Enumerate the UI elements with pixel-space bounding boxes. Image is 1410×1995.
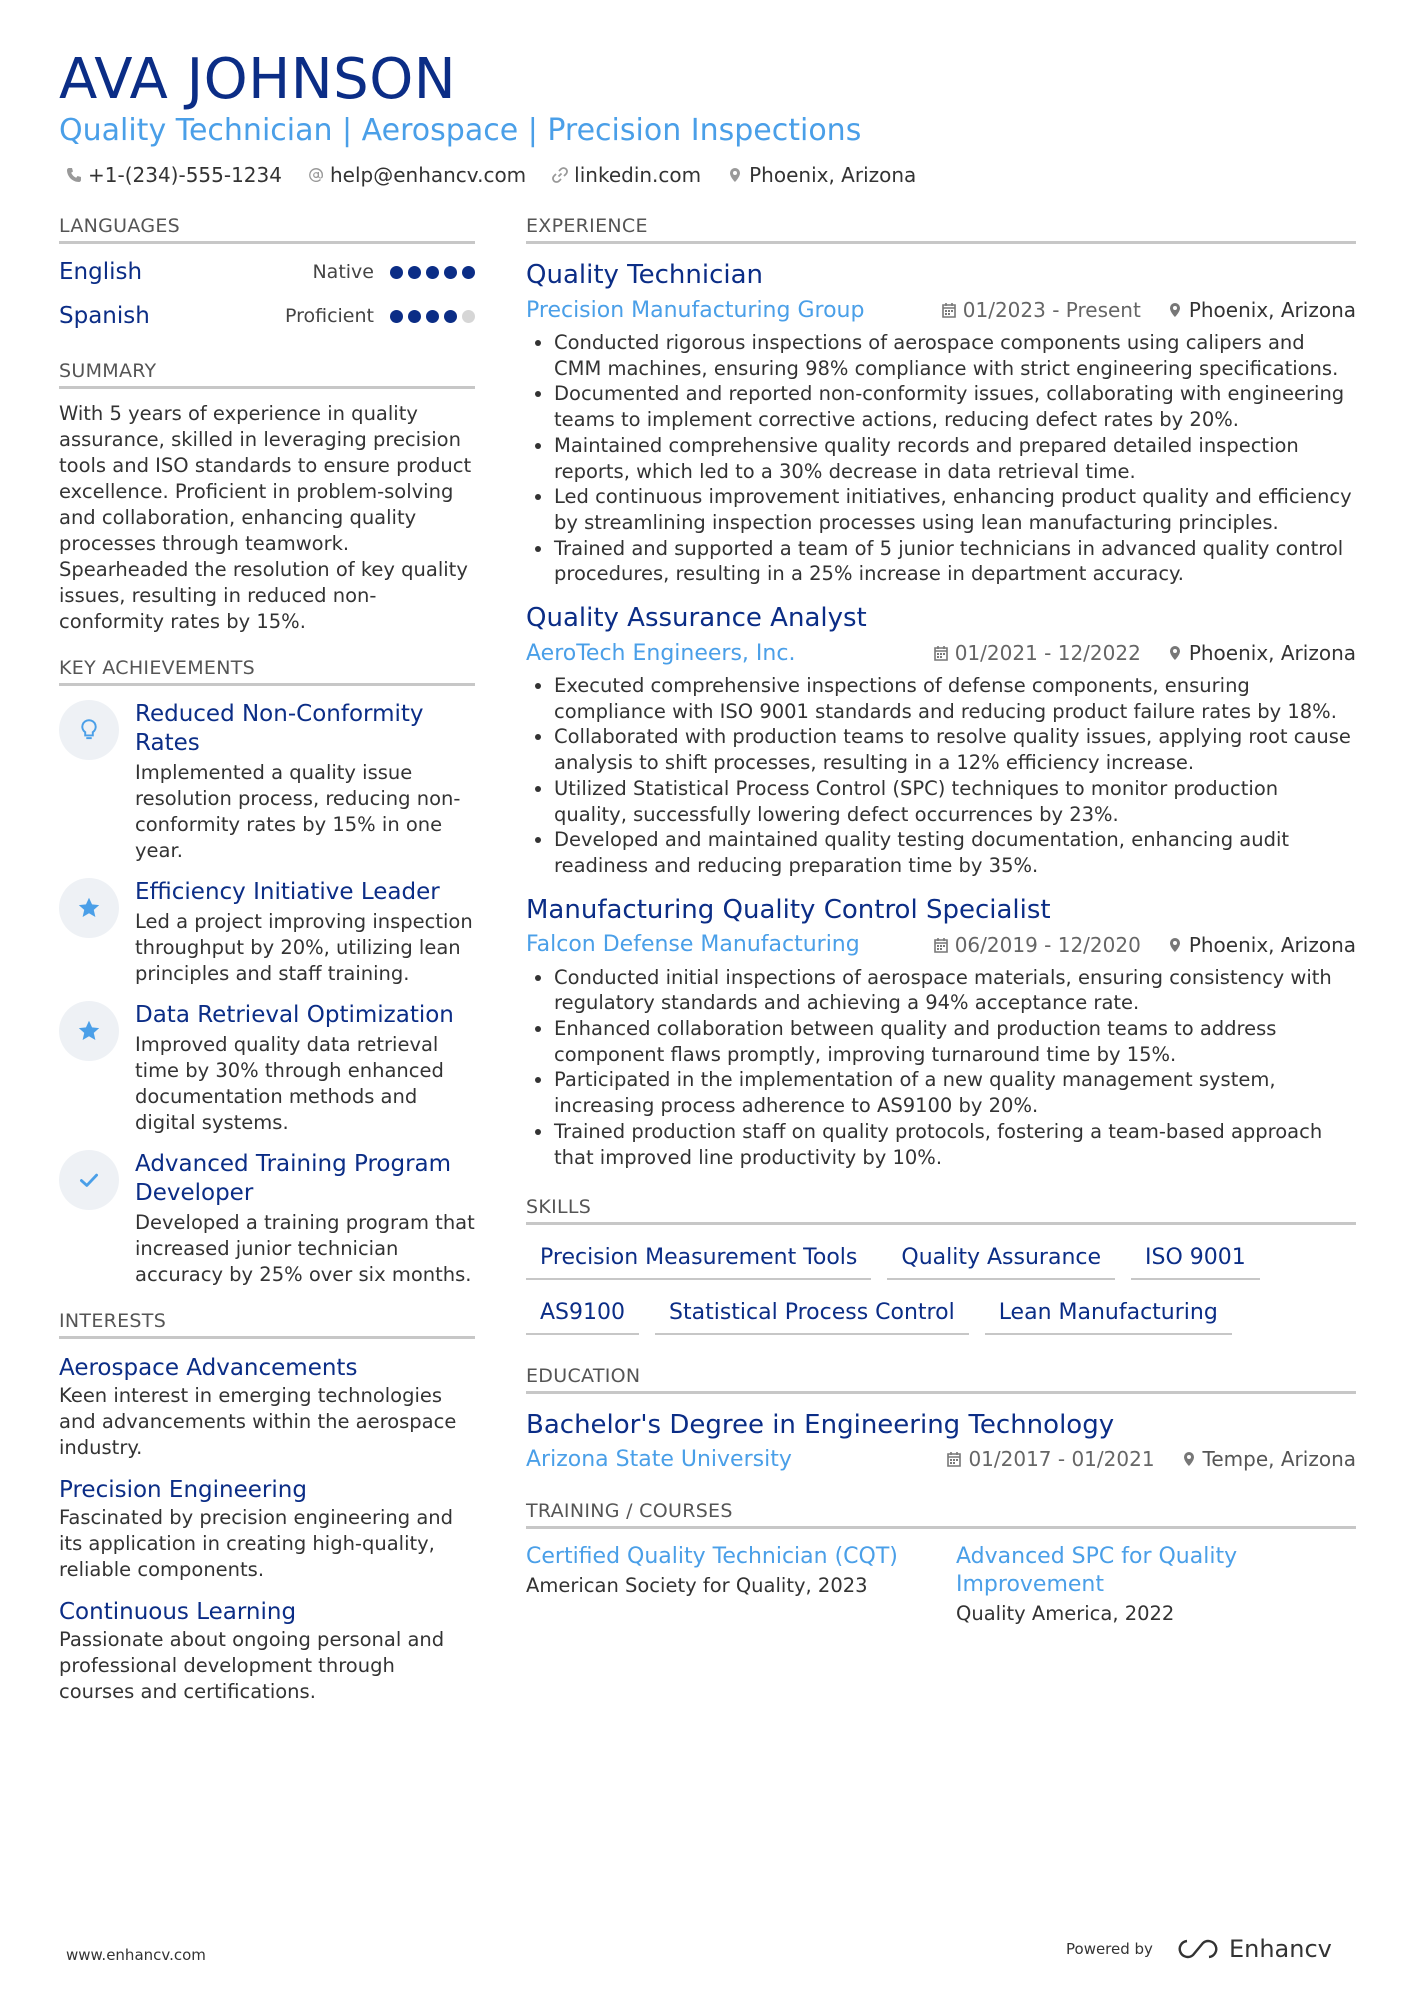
skills-section bbox=[526, 1196, 1356, 1335]
achievement-desc: Developed a training program that increased junior technician accuracy by 25% over six months. bbox=[135, 1211, 475, 1286]
skill-tag: Precision Measurement Tools bbox=[526, 1239, 871, 1280]
job-title: Manufacturing Quality Control Specialist bbox=[526, 894, 1051, 925]
proficiency-dot bbox=[390, 310, 403, 323]
link-icon bbox=[552, 167, 568, 183]
job-bullet: • Maintained comprehensive quality records and prepared detailed inspection reports, which led to a 30% decrease in data retrieval time. bbox=[554, 433, 1356, 484]
job-bullet: • Developed and maintained quality testing documentation, enhancing audit readiness and reducing preparation time by 35%. bbox=[554, 827, 1356, 878]
skills-heading: SKILLS bbox=[526, 1196, 1356, 1225]
job-meta bbox=[526, 294, 1356, 326]
powered-by-text: Powered by bbox=[1066, 1940, 1153, 1958]
job-location bbox=[1167, 641, 1356, 665]
candidate-subtitle: Quality Technician | Aerospace | Precision Inspections bbox=[59, 113, 862, 148]
interest-desc: Passionate about ongoing personal and professional development through courses and certifications. bbox=[59, 1628, 445, 1703]
interest-title: Continuous Learning bbox=[59, 1599, 297, 1625]
skills-list bbox=[526, 1239, 1356, 1335]
job-dates-text: 06/2019 - 12/2020 bbox=[954, 932, 1141, 957]
right-column bbox=[526, 215, 1356, 1651]
footer-brand bbox=[1066, 1935, 1332, 1963]
candidate-name: AVA JOHNSON bbox=[59, 47, 457, 112]
interest-desc: Keen interest in emerging technologies and advancements within the aerospace industry. bbox=[59, 1384, 457, 1459]
location-pin-icon bbox=[727, 167, 743, 183]
skill-tag: Quality Assurance bbox=[887, 1239, 1115, 1280]
job-location-text: Phoenix, Arizona bbox=[1188, 932, 1356, 957]
contact-email[interactable] bbox=[308, 163, 526, 187]
school-name: Arizona State University bbox=[526, 1446, 792, 1472]
email-text: help@enhancv.com bbox=[329, 163, 527, 187]
calendar-icon bbox=[941, 302, 957, 318]
proficiency-dot bbox=[462, 310, 475, 323]
job-meta bbox=[526, 637, 1356, 669]
summary-text: With 5 years of experience in quality assurance, skilled in leveraging precision tools and ISO standards to ensure product excellence. Proficient in problem-solving and collaboration, enhancing quality processes through teamwork. Spearheaded the resolution of key quality issues, resulting in reduced non-conformity rates by 15%. bbox=[59, 402, 472, 633]
contact-linkedin[interactable] bbox=[552, 163, 701, 187]
skill-tag: Lean Manufacturing bbox=[985, 1294, 1232, 1335]
job-bullet: • Documented and reported non-conformity issues, collaborating with engineering teams to implement corrective actions, reducing defect rates by 20%. bbox=[554, 381, 1356, 432]
job-entry bbox=[526, 893, 1356, 1171]
course-org: Quality America, 2022 bbox=[956, 1602, 1175, 1626]
star-icon bbox=[59, 878, 119, 938]
interest-item bbox=[59, 1353, 475, 1461]
job-bullet: • Conducted rigorous inspections of aerospace components using calipers and CMM machines, ensuring 98% compliance with strict engineering specifications. bbox=[554, 330, 1356, 381]
job-bullet: • Utilized Statistical Process Control (SPC) techniques to monitor production quality, successfully lowering defect occurrences by 23%. bbox=[554, 776, 1356, 827]
contact-row bbox=[66, 163, 916, 187]
company-name: Precision Manufacturing Group bbox=[526, 297, 865, 323]
languages-section bbox=[59, 215, 475, 338]
achievement-item bbox=[59, 1150, 475, 1288]
phone-icon bbox=[66, 167, 82, 183]
job-meta bbox=[526, 929, 1356, 961]
proficiency-dot bbox=[408, 310, 421, 323]
training-heading: TRAINING / COURSES bbox=[526, 1500, 1356, 1529]
job-bullets bbox=[526, 330, 1356, 587]
training-section bbox=[526, 1500, 1356, 1629]
language-row bbox=[59, 250, 475, 294]
language-name: English bbox=[59, 259, 143, 285]
proficiency-dot bbox=[390, 266, 403, 279]
calendar-icon bbox=[946, 1451, 962, 1467]
degree-title: Bachelor's Degree in Engineering Technology bbox=[526, 1410, 1115, 1441]
proficiency-dot bbox=[408, 266, 421, 279]
interest-item bbox=[59, 1475, 475, 1583]
achievement-item bbox=[59, 878, 475, 987]
experience-section bbox=[526, 215, 1356, 1170]
job-bullets bbox=[526, 673, 1356, 879]
language-dots bbox=[390, 310, 475, 323]
achievement-title: Reduced Non-Conformity Rates bbox=[135, 701, 424, 756]
education-dates-text: 01/2017 - 01/2021 bbox=[968, 1447, 1155, 1472]
job-dates bbox=[941, 298, 1141, 322]
job-location-text: Phoenix, Arizona bbox=[1188, 641, 1356, 666]
job-bullet: • Executed comprehensive inspections of defense components, ensuring compliance with ISO 9001 standards and reducing product failure rates by 18%. bbox=[554, 673, 1356, 724]
education-meta bbox=[526, 1442, 1356, 1476]
course-title: Advanced SPC for Quality Improvement bbox=[956, 1544, 1238, 1598]
achievement-title: Data Retrieval Optimization bbox=[135, 1002, 454, 1028]
achievement-desc: Implemented a quality issue resolution process, reducing non-conformity rates by 15% in one year. bbox=[135, 761, 461, 862]
proficiency-dot bbox=[426, 310, 439, 323]
job-bullet: • Trained and supported a team of 5 junior technicians in advanced quality control procedures, resulting in a 25% increase in department accuracy. bbox=[554, 536, 1356, 587]
job-entry bbox=[526, 258, 1356, 587]
course-item bbox=[956, 1543, 1356, 1629]
job-location bbox=[1167, 933, 1356, 957]
job-dates bbox=[933, 641, 1141, 665]
job-location bbox=[1167, 298, 1356, 322]
location-pin-icon bbox=[1181, 1451, 1197, 1467]
summary-section bbox=[59, 360, 475, 635]
job-bullet: • Conducted initial inspections of aerospace materials, ensuring consistency with regulatory standards and achieving a 94% acceptance rate. bbox=[554, 965, 1356, 1016]
education-dates bbox=[946, 1447, 1154, 1471]
proficiency-dot bbox=[426, 266, 439, 279]
proficiency-dot bbox=[462, 266, 475, 279]
job-bullet: • Trained production staff on quality protocols, fostering a team-based approach that improved line productivity by 10%. bbox=[554, 1119, 1356, 1170]
linkedin-text: linkedin.com bbox=[574, 163, 702, 187]
achievements-heading: KEY ACHIEVEMENTS bbox=[59, 657, 475, 686]
interest-desc: Fascinated by precision engineering and its application in creating high-quality, reliable components. bbox=[59, 1506, 454, 1581]
language-row bbox=[59, 294, 475, 338]
education-heading: EDUCATION bbox=[526, 1365, 1356, 1394]
education-section bbox=[526, 1365, 1356, 1476]
proficiency-dot bbox=[444, 310, 457, 323]
phone-text: +1-(234)-555-1234 bbox=[88, 163, 282, 187]
job-bullet: • Enhanced collaboration between quality and production teams to address component flaws promptly, improving turnaround time by 15%. bbox=[554, 1016, 1356, 1067]
education-location-text: Tempe, Arizona bbox=[1202, 1447, 1356, 1472]
skill-tag: Statistical Process Control bbox=[655, 1294, 969, 1335]
achievement-item bbox=[59, 1001, 475, 1136]
location-text: Phoenix, Arizona bbox=[749, 163, 917, 187]
experience-heading: EXPERIENCE bbox=[526, 215, 1356, 244]
language-level: Native bbox=[312, 261, 374, 283]
footer-website[interactable]: www.enhancv.com bbox=[66, 1946, 206, 1964]
job-dates-text: 01/2023 - Present bbox=[962, 298, 1141, 322]
lightbulb-icon bbox=[59, 700, 119, 760]
languages-heading: LANGUAGES bbox=[59, 215, 475, 244]
language-dots bbox=[390, 266, 475, 279]
course-item bbox=[526, 1543, 956, 1629]
interest-item bbox=[59, 1597, 475, 1705]
left-column bbox=[59, 215, 475, 1727]
check-icon bbox=[59, 1150, 119, 1210]
summary-heading: SUMMARY bbox=[59, 360, 475, 389]
calendar-icon bbox=[933, 645, 949, 661]
job-entry bbox=[526, 601, 1356, 879]
language-name: Spanish bbox=[59, 303, 150, 329]
skill-tag: AS9100 bbox=[526, 1294, 639, 1335]
contact-phone bbox=[66, 163, 282, 187]
job-title: Quality Technician bbox=[526, 260, 764, 290]
training-list bbox=[526, 1543, 1356, 1629]
interest-title: Aerospace Advancements bbox=[59, 1355, 358, 1381]
interest-title: Precision Engineering bbox=[59, 1477, 307, 1503]
company-name: AeroTech Engineers, Inc. bbox=[526, 640, 796, 666]
achievement-desc: Improved quality data retrieval time by 30% through enhanced documentation methods and digital systems. bbox=[135, 1033, 444, 1134]
star-icon bbox=[59, 1001, 119, 1061]
company-name: Falcon Defense Manufacturing bbox=[526, 932, 860, 958]
location-pin-icon bbox=[1167, 645, 1183, 661]
job-dates bbox=[933, 933, 1141, 957]
achievement-title: Advanced Training Program Developer bbox=[135, 1151, 452, 1206]
location-pin-icon bbox=[1167, 302, 1183, 318]
interests-heading: INTERESTS bbox=[59, 1310, 475, 1339]
contact-location bbox=[727, 163, 916, 187]
achievement-item bbox=[59, 700, 475, 864]
education-location bbox=[1181, 1447, 1356, 1471]
calendar-icon bbox=[933, 937, 949, 953]
skill-tag: ISO 9001 bbox=[1131, 1239, 1260, 1280]
course-title: Certified Quality Technician (CQT) bbox=[526, 1544, 898, 1570]
interests-section bbox=[59, 1310, 475, 1705]
job-location-text: Phoenix, Arizona bbox=[1188, 298, 1356, 322]
achievement-title: Efficiency Initiative Leader bbox=[135, 879, 440, 905]
brand-text: Enhancv bbox=[1228, 1935, 1332, 1963]
job-bullets bbox=[526, 965, 1356, 1171]
location-pin-icon bbox=[1167, 937, 1183, 953]
proficiency-dot bbox=[444, 266, 457, 279]
job-dates-text: 01/2021 - 12/2022 bbox=[954, 641, 1141, 666]
enhancv-logo[interactable] bbox=[1175, 1935, 1332, 1963]
at-icon bbox=[308, 167, 324, 183]
job-title: Quality Assurance Analyst bbox=[526, 603, 867, 634]
job-bullet: • Collaborated with production teams to resolve quality issues, applying root cause analysis to shift processes, resulting in a 12% efficiency increase. bbox=[554, 724, 1356, 775]
enhancv-logo-icon bbox=[1175, 1937, 1219, 1961]
course-org: American Society for Quality, 2023 bbox=[526, 1574, 868, 1598]
job-bullet: • Participated in the implementation of a new quality management system, increasing process adherence to AS9100 by 20%. bbox=[554, 1067, 1356, 1118]
achievements-section bbox=[59, 657, 475, 1288]
achievement-desc: Led a project improving inspection throughput by 20%, utilizing lean principles and staff training. bbox=[135, 910, 473, 985]
language-level: Proficient bbox=[284, 305, 374, 327]
job-bullet: • Led continuous improvement initiatives, enhancing product quality and efficiency by streamlining inspection processes using lean manufacturing principles. bbox=[554, 484, 1356, 535]
